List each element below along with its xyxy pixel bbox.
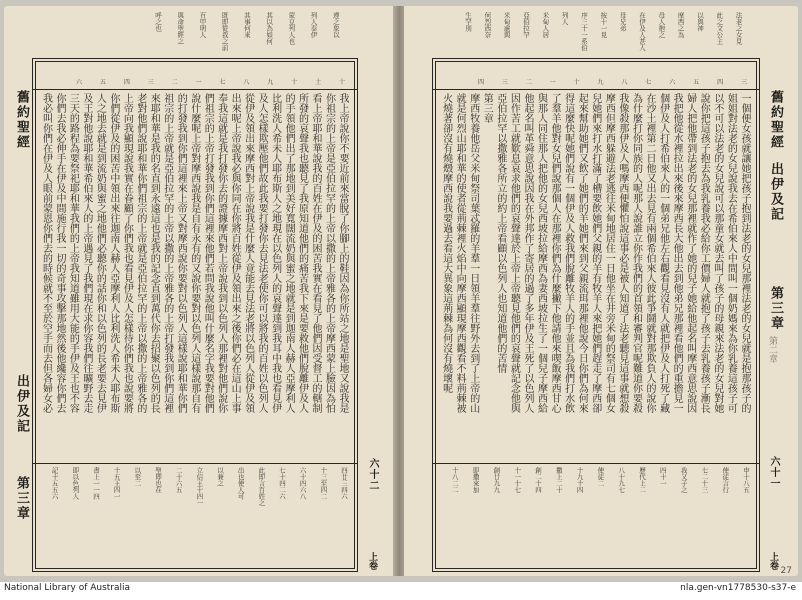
- margin-note: 母人抱之: [657, 12, 666, 38]
- text-column: 第三章: [481, 93, 493, 123]
- margin-note: 何烈西奈: [483, 12, 492, 38]
- text-column: 說你把這孩子抱去為我乳養我必給你工價婦人就抱了孩子去乳養孩子漸長: [698, 93, 710, 413]
- text-column: 了羣羊他對女兒們說那個人在那裡你們為什麼撇下他請他來喫飯摩西甘心: [549, 93, 561, 413]
- footnote-column: 十五王四一: [112, 467, 121, 500]
- footnote-column: 出也使人可: [236, 467, 245, 500]
- text-column: 的打發我到你們這裡來上帝又對摩西說你要對以色列人這樣說耶和華你們: [175, 93, 187, 413]
- text-column: 姐姐對法老的女兒說我去在希伯來人中間叫一個奶媽來為你乳養這孩子可: [725, 93, 737, 413]
- footnote-column: 以至二: [133, 467, 142, 487]
- text-column: 看上帝耶和華說我的百姓在伊及的困苦我實在看見了他們因受督工的轄制: [310, 93, 322, 413]
- footnote-column: 四十一: [658, 467, 667, 487]
- right-page: [404, 6, 798, 576]
- right-volume: 上卷: [768, 552, 778, 570]
- footnote-column: 創廿九九: [492, 467, 501, 493]
- text-column: 及人怎樣欺壓他們故此我要打發你去見法老使你可以將我的百姓以色列人: [256, 93, 268, 413]
- text-column: 摩西牧養他岳父米甸祭司葉忒羅的羊羣一日領羊羣往野外去到了上帝的山: [467, 93, 479, 413]
- text-column: 所發的哀聲我也聽見了我原知道他們的痛苦我下來是要救他們脫離伊及人: [296, 93, 308, 413]
- text-column: 為什麼打你同族的人呢那人說誰立你作我們的首領和審判官呢難道你要殺: [630, 93, 642, 413]
- footnote-column: 二十六五: [174, 467, 183, 493]
- left-text-frame: [32, 58, 358, 572]
- margin-note: 在伊及人甚人: [638, 12, 646, 51]
- footnote-column: 使徒言行: [721, 467, 730, 493]
- margin-note: 遵之象以: [331, 12, 340, 38]
- right-page-number: 六十一: [768, 456, 779, 489]
- text-column: 亞伯拉罕以撒雅各所立的約上帝看顧以色列人也知道他們的苦情: [494, 93, 506, 373]
- text-column: 得這麼快呢她們說有一個伊及人救我們脫離牧羊人的手並且為我們打水飲: [562, 93, 574, 413]
- text-column: 上帝向我顯現說我實在眷顧了你們我也看見伊及人怎樣待你們我也說要將: [121, 93, 133, 413]
- text-column: 奉我這就是我打發你去的證據摩西對上帝說我到以色列人那裡對他們說你: [215, 93, 227, 413]
- left-book-name: 出伊及記: [14, 374, 29, 434]
- text-column: 你們去我必伸手在伊及中間施行我一切的奇事攻擊那地然後他纔容你們去: [53, 93, 65, 413]
- margin-note: 列人奉伊: [309, 12, 318, 38]
- right-book-title: 舊約聖經: [768, 90, 783, 150]
- margin-note: 以與神: [696, 12, 704, 32]
- footnote-column: 十一十七: [513, 467, 522, 493]
- text-column: 摩西但摩西躲避法老逃往米甸地居住一日他坐在井旁米甸的祭司有七個女: [603, 93, 615, 413]
- margin-note: 呼之也: [154, 12, 162, 32]
- text-column: 與那人同住那人把他的女兒西坡拉給摩西為妻西坡拉生了一個兒子摩西給: [535, 93, 547, 413]
- footnote-column: 書上一一四: [91, 467, 100, 500]
- right-book-name: 出伊及記: [768, 162, 783, 222]
- right-verse-markers: 四 三 二 一 十 九 八 七 六 五 四 三: [478, 79, 755, 86]
- right-text-frame: [432, 58, 760, 572]
- footnote-column: 七二十三: [700, 467, 709, 493]
- text-column: 你祖宗的上帝是亞伯拉罕的上帝以撒的上帝雅各的上帝摩西蒙上臉因為怕: [323, 93, 335, 413]
- margin-note: 亞伯拉罕: [522, 12, 530, 38]
- footnote-column: 歷代上二: [637, 467, 646, 493]
- text-column: 們祖宗的上帝打發我到你們這裡來他們若問我說他叫什麼名字我要對他們: [202, 93, 214, 413]
- scan-page-number: 27: [780, 566, 792, 576]
- text-column: 比利洗人希未人耶布斯人之地現在以色列人的哀聲達到我耳中我也看見伊: [269, 93, 281, 413]
- text-column: 及王對他說耶和華希伯來人的上帝遇見了我們現在求你容我們往曠野去走: [80, 93, 92, 413]
- left-page: [4, 6, 397, 576]
- text-column: 祖宗的上帝就是亞伯拉罕的上帝以撒的上帝雅各的上帝打發我到你們這裡: [161, 93, 173, 413]
- footnote-column: 撒上二十: [554, 467, 563, 493]
- text-column: 說什麼呢上帝對摩西說我是自有永有的又說你要對以色列人這樣說那自有: [188, 93, 200, 413]
- right-chapter: 第三章: [768, 286, 783, 331]
- margin-note: 法老之女見: [734, 12, 743, 45]
- text-column: 從伊及領出來摩西對上帝說我是什麼人竟能去見法老將以色列人從伊及領: [242, 93, 254, 413]
- footnote-column: 七十四二六: [277, 467, 286, 500]
- margin-note: 米甸人居: [541, 12, 550, 38]
- text-column: 三天的路程為要祭祀耶和華我們的上帝我知道雖用大能的手伊及王也不容: [67, 93, 79, 413]
- footnote-column: 四廿三四六: [339, 467, 348, 500]
- margin-note: 百甲明人: [198, 12, 207, 38]
- text-column: 出來呢上帝說我必與你同在你將百姓從伊及領出來之後你們必在這山上事: [229, 93, 241, 413]
- caption-right: nla.gen-vn1778530-s37-e: [680, 583, 796, 593]
- left-volume: 上卷: [367, 552, 377, 570]
- text-column: 我必叫你們在伊及人眼前蒙恩你們去的時候就不至於空手而去但各婦女必: [40, 93, 52, 413]
- footnote-column: 創二十四: [533, 467, 542, 493]
- margin-note: 其以為如何: [265, 12, 274, 45]
- margin-note: 蒙豆列人也: [287, 12, 296, 45]
- footnote-column: 以兼之: [215, 467, 224, 487]
- footnote-column: 記十五五六: [50, 467, 59, 500]
- footnote-column: 六十四六八: [298, 467, 307, 500]
- text-column: 我把他從水裡拉出來後來摩西長大他出去到他弟兄那裡看他們的重擔見一: [671, 93, 683, 413]
- text-column: 火燒著卻沒有燒燬摩西說我要過去看這大異象這荊棘為何沒有燒壞呢: [440, 93, 452, 393]
- footnote-column: 此即言百姓之: [257, 467, 266, 506]
- margin-note: 母兄弟: [618, 12, 627, 32]
- margin-note: 與命聖經之: [176, 12, 185, 45]
- text-column: 以不可以法老的女兒說可以那童女就去叫了孩子的母親來法老的女兒對她: [711, 93, 723, 413]
- footnote-column: 我又子之: [679, 467, 688, 493]
- left-verse-markers: 六 五 四 三 二 一 七 八 九 十 土 十: [76, 79, 353, 86]
- footnote-column: 八十九七: [617, 467, 626, 493]
- margin-note: 列人: [560, 12, 569, 25]
- footnote-column: 十三至四二: [319, 467, 328, 500]
- footnote-column: 申十八五: [741, 467, 750, 493]
- margin-note: 按十一見: [599, 12, 608, 38]
- text-column: 來耶和華是我的名直到永遠這也是我的記念直到萬代你去招聚以色列的長: [148, 93, 160, 413]
- text-column: 人之地去就是到流奶與蜜之地他們必聽你的話你和以色列的長老要去見伊: [94, 93, 106, 413]
- left-book-title: 舊約聖經: [14, 90, 29, 150]
- left-chapter: 第三章: [14, 476, 29, 521]
- text-column: 的手領他們出了那地到美好寬闊流奶與蜜之地就是到迦南人赫人亞摩利人: [283, 93, 295, 413]
- text-column: 老對他們說耶和華你們祖宗的上帝就是亞伯拉罕的上帝以撒的上帝雅各的: [134, 93, 146, 413]
- text-column: 兒她們來打水打滿了槽要飲她們父親的羊有牧羊人來把她們趕走了摩西卻: [589, 93, 601, 413]
- text-column: 一個便女孩就讓她把孩子抱到法老的女兒那裡法老的女兒就是抱那孩子的: [738, 93, 750, 413]
- right-chapter-ghost: 第二章: [767, 336, 777, 363]
- margin-note: 既即從我之前: [220, 12, 229, 51]
- text-column: 因作苦工就歎息哀求他們的哀聲達於上帝上帝聽見他們的哀聲就記念他與: [508, 93, 520, 413]
- left-page-number: 六十二: [367, 458, 378, 491]
- caption-left: National Library of Australia: [4, 583, 131, 593]
- margin-note: 米甸處與: [502, 12, 511, 38]
- footnote-column: 聖即也在: [153, 467, 162, 493]
- footnote-column: 十八二二: [450, 467, 459, 493]
- footnote-column: 使徒二: [596, 467, 605, 487]
- footnote-column: 十九十四: [575, 467, 584, 493]
- margin-note: 此之文公主: [715, 12, 724, 45]
- text-column: 我像殺那伊及人嗎摩西便懼怕說這事必是被人知道了法老聽見這事就想殺: [616, 93, 628, 413]
- text-column: 婦人把他帶到法老的女兒那裡就作了她的兒子她給他起名叫摩西意思說因: [684, 93, 696, 413]
- text-column: 起來幫助她們又飲了她們的羊她們來到父親流珥那裡他說今日你們為何來: [576, 93, 588, 413]
- text-column: 他起名叫革舜意思說因我在外邦作了寄居的過了多年伊及王死了以色列人: [521, 93, 533, 413]
- margin-note: 摩西之為: [676, 12, 685, 38]
- margin-note: 生罕別: [464, 12, 472, 32]
- text-column: 我上帝說你不要近前來當脫了你腳上的鞋因為你所站之地是聖地又說我是: [336, 93, 348, 413]
- text-column: 就是何烈山耶和華的使者從荊棘裡火焰中向摩西顯現摩西觀看不料荊棘被: [454, 93, 466, 413]
- margin-note: 序三十一系伯: [580, 12, 588, 51]
- footnote-column: 即撒來加: [471, 467, 480, 493]
- text-column: 個伊及人打希伯來人的一個弟兄他左右觀看見沒有人就把伊及人打死了藏: [657, 93, 669, 413]
- footnote-column: 即以色列人: [71, 467, 80, 500]
- text-column: 在沙土裡第二日他又出去見有兩個希伯來人彼此爭鬪就對那欺負人的說你: [644, 93, 656, 413]
- margin-note: 其事何來: [242, 12, 251, 38]
- text-column: 你們從伊及的困苦中領出來往迦南人赫人亞摩利人比利洗人希未人耶布斯: [107, 93, 119, 413]
- footnote-column: 立信王十四一: [195, 467, 204, 506]
